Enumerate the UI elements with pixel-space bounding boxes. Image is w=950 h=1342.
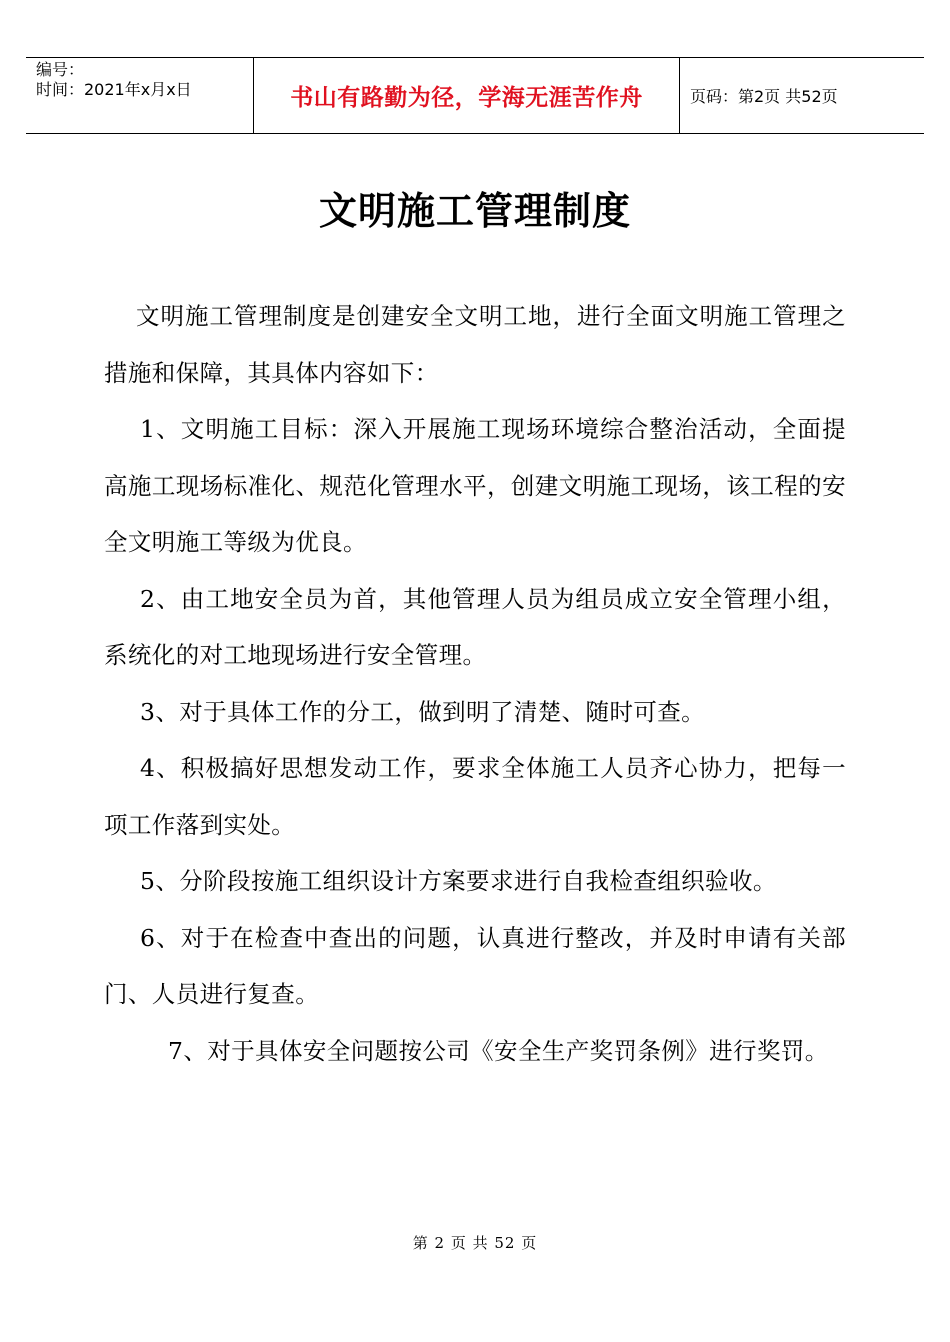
document-time-label: 时间：2021年x月x日 bbox=[36, 80, 192, 99]
clause-1-paragraph: 1、文明施工目标：深入开展施工现场环境综合整治活动，全面提高施工现场标准化、规范化管理水平，创建文明施工现场，该工程的安全文明施工等级为优良。 bbox=[104, 415, 846, 556]
document-header bbox=[26, 57, 924, 134]
document-number-label: 编号： bbox=[36, 60, 85, 79]
clause-7-paragraph: 7、对于具体安全问题按公司《安全生产奖罚条例》进行奖罚。 bbox=[168, 1036, 829, 1065]
header-motto: 书山有路勤为径，学海无涯苦作舟 bbox=[254, 58, 680, 133]
page-footer: 第 2 页 共 52 页 bbox=[412, 1234, 538, 1252]
clause-5-paragraph: 5、分阶段按施工组织设计方案要求进行自我检查组织验收。 bbox=[140, 867, 777, 895]
clause-3-paragraph: 3、对于具体工作的分工，做到明了清楚、随时可查。 bbox=[140, 697, 706, 726]
clause-2-paragraph: 2、由工地安全员为首，其他管理人员为组员成立安全管理小组，系统化的对工地现场进行安全管理。 bbox=[104, 584, 846, 669]
clause-6-paragraph: 6、对于在检查中查出的问题，认真进行整改，并及时申请有关部门、人员进行复查。 bbox=[104, 923, 846, 1008]
header-page-info: 页码：第2页 共52页 bbox=[690, 87, 838, 106]
document-title: 文明施工管理制度 bbox=[318, 189, 631, 233]
clause-4-paragraph: 4、积极搞好思想发动工作，要求全体施工人员齐心协力，把每一项工作落到实处。 bbox=[104, 754, 846, 839]
header-meta-cell bbox=[26, 58, 254, 133]
document-body bbox=[104, 288, 846, 1079]
intro-paragraph: 文明施工管理制度是创建安全文明工地，进行全面文明施工管理之措施和保障，其具体内容如下： bbox=[104, 302, 846, 387]
